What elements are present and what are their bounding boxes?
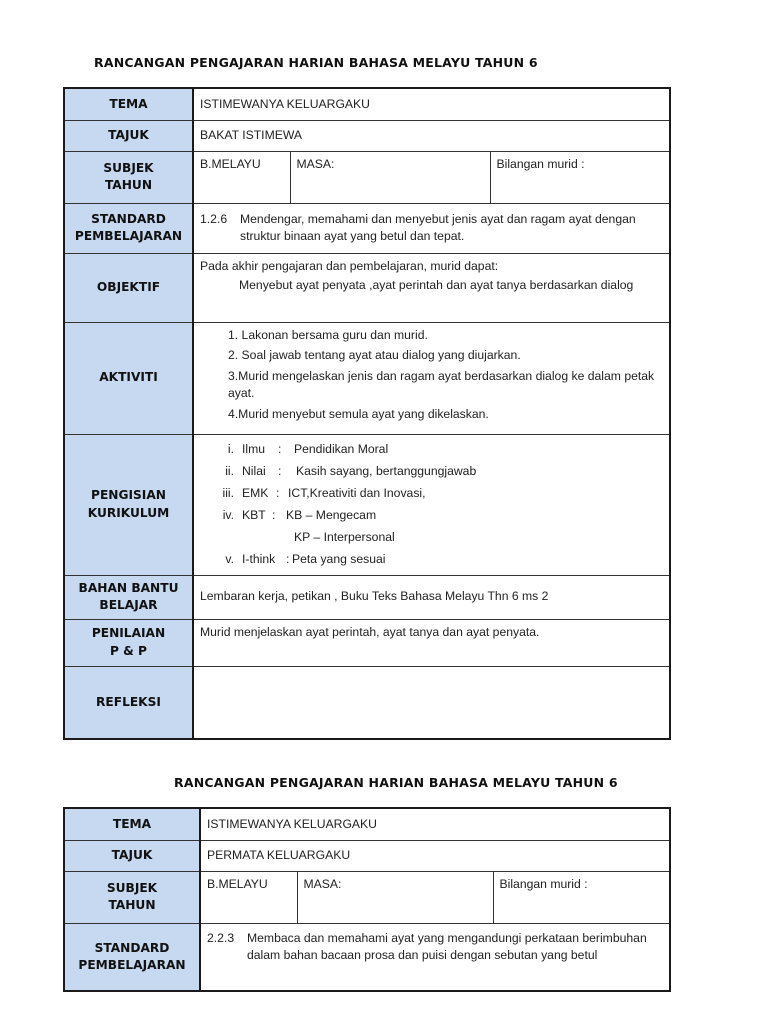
- subjek-label: SUBJEK: [103, 160, 154, 175]
- item-number: ii.: [225, 463, 234, 478]
- subjek-value: B.MELAYU: [200, 156, 261, 171]
- item-key: KBT: [242, 507, 266, 522]
- subjek-tahun-label: [64, 871, 200, 923]
- bahan-label: [64, 575, 193, 619]
- page-title-2: RANCANGAN PENGAJARAN HARIAN BAHASA MELAYU TAHUN 6: [174, 775, 618, 790]
- item-number: v.: [225, 551, 234, 566]
- item-number: i.: [227, 441, 234, 456]
- standard-number: 2.2.3: [207, 930, 235, 945]
- kurikulum-label-line1: PENGISIAN: [91, 488, 166, 503]
- objektif-text: Menyebut ayat penyata ,ayat perintah dan ayat tanya berdasarkan dialog: [239, 277, 634, 292]
- tahun-label: TAHUN: [108, 898, 156, 912]
- item-sep: :: [286, 551, 290, 566]
- tajuk-label: TAJUK: [64, 840, 200, 871]
- bahan-value: Lembaran kerja, petikan , Buku Teks Bahasa Melayu Thn 6 ms 2: [200, 589, 549, 604]
- aktiviti-list: [194, 323, 669, 423]
- bilangan-murid-field: Bilangan murid :: [499, 876, 588, 891]
- refleksi-value[interactable]: [194, 667, 669, 675]
- subjek-tahun-label: [64, 151, 193, 203]
- penilaian-value: Murid menjelaskan ayat perintah, ayat tanya dan ayat penyata.: [200, 624, 540, 639]
- subjek-value: B.MELAYU: [207, 876, 268, 891]
- item-key: EMK: [242, 485, 269, 500]
- item-sep: :: [276, 485, 280, 500]
- standard-label: [64, 923, 200, 991]
- item-value: Kasih sayang, bertanggungjawab: [296, 463, 477, 478]
- standard-label-line1: STANDARD: [91, 211, 166, 226]
- standard-number: 1.2.6: [200, 211, 228, 226]
- bahan-label-line1: BAHAN BANTU: [78, 580, 179, 595]
- item-value: KB – Mengecam: [286, 507, 377, 522]
- penilaian-label-line2: P & P: [110, 643, 147, 658]
- standard-content: [194, 207, 669, 249]
- page-title: RANCANGAN PENGAJARAN HARIAN BAHASA MELAYU TAHUN 6: [94, 55, 538, 70]
- tema-value: ISTIMEWANYA KELUARGAKU: [200, 96, 370, 111]
- kurikulum-label-line2: KURIKULUM: [87, 505, 170, 520]
- item-value: Peta yang sesuai: [292, 551, 386, 566]
- kurikulum-item: [208, 505, 663, 527]
- tajuk-value: BAKAT ISTIMEWA: [200, 127, 303, 142]
- item-sep: :: [278, 441, 282, 456]
- objektif-intro: Pada akhir pengajaran dan pembelajaran, murid dapat:: [200, 258, 499, 273]
- item-value: ICT,Kreativiti dan Inovasi,: [288, 485, 426, 500]
- item-sep: :: [272, 507, 276, 522]
- standard-text: Mendengar, memahami dan menyebut jenis ayat dan ragam ayat dengan struktur binaan ayat yang betul dan tepat.: [240, 211, 636, 243]
- kurikulum-label: [64, 434, 193, 575]
- kurikulum-item: [208, 549, 663, 571]
- standard-label: [64, 203, 193, 253]
- subjek-label: SUBJEK: [106, 880, 158, 895]
- bahan-label-line2: BELAJAR: [99, 598, 158, 612]
- tema-label: TEMA: [64, 88, 193, 120]
- standard-label-line2: PEMBELAJARAN: [78, 957, 186, 972]
- item-number: iii.: [222, 485, 234, 500]
- kurikulum-item: [208, 461, 663, 483]
- masa-field: MASA:: [296, 156, 335, 171]
- kurikulum-item: [208, 439, 663, 461]
- penilaian-label: [64, 619, 193, 666]
- aktiviti-item: 1. Lakonan bersama guru dan murid.: [228, 327, 428, 342]
- tajuk-label: TAJUK: [64, 120, 193, 151]
- tema-value: ISTIMEWANYA KELUARGAKU: [207, 816, 377, 831]
- item-value: Pendidikan Moral: [294, 441, 389, 456]
- aktiviti-item: 2. Soal jawab tentang ayat atau dialog yang diujarkan.: [228, 348, 521, 363]
- tahun-label: TAHUN: [104, 178, 153, 192]
- penilaian-label-line1: PENILAIAN: [91, 626, 166, 641]
- masa-field: MASA:: [303, 876, 342, 891]
- standard-label-line2: PEMBELAJARAN: [74, 229, 183, 243]
- tajuk-value: PERMATA KELUARGAKU: [207, 847, 351, 862]
- lesson-plan-table: [63, 87, 671, 740]
- item-key: I-think: [242, 551, 276, 566]
- item-key: Ilmu: [242, 441, 266, 456]
- standard-label-line1: STANDARD: [94, 940, 170, 955]
- standard-content: [201, 924, 669, 969]
- aktiviti-item: 3.Murid mengelaskan jenis dan ragam ayat berdasarkan dialog ke dalam petak ayat.: [228, 369, 655, 400]
- kurikulum-item: [208, 483, 663, 505]
- item-key: Nilai: [242, 463, 266, 478]
- refleksi-label: REFLEKSI: [64, 666, 193, 739]
- aktiviti-item: 4.Murid menyebut semula ayat yang dikelaskan.: [228, 406, 489, 421]
- item-number: iv.: [222, 507, 234, 522]
- item-value: KP – Interpersonal: [294, 529, 395, 544]
- standard-text: Membaca dan memahami ayat yang mengandungi perkataan berimbuhan dalam bahan bacaan prosa dan puisi dengan sebutan yang betul: [247, 930, 647, 963]
- tema-label: TEMA: [64, 808, 200, 840]
- kurikulum-item: [208, 527, 663, 549]
- objektif-label: OBJEKTIF: [64, 253, 193, 322]
- bilangan-murid-field: Bilangan murid :: [496, 156, 585, 171]
- item-sep: :: [278, 463, 282, 478]
- aktiviti-label: AKTIVITI: [64, 322, 193, 434]
- kurikulum-list: [194, 435, 669, 571]
- lesson-plan-table-2: [63, 807, 671, 992]
